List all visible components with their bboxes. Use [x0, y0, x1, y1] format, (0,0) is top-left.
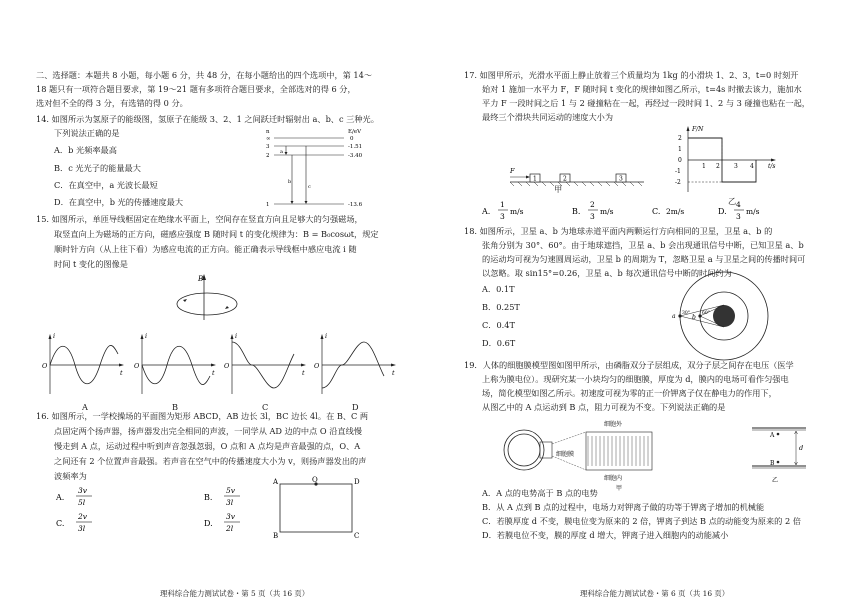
right-page-footer: 理科综合能力测试试卷・第 6 页（共 16 页） [580, 589, 730, 598]
q18-stem-2: 张角分别为 30°、60°。由于地球遮挡，卫星 a、b 会出现通讯信号中断，已知卫星 a、b [482, 240, 804, 250]
svg-text:B: B [770, 460, 775, 467]
svg-text:D: D [354, 478, 360, 486]
q19-stem-2: 上称为膜电位）。现研究某一小块均匀的细胞膜，厚度为 d，膜内的电场可看作匀强电 [482, 374, 789, 384]
svg-text:2: 2 [678, 135, 682, 142]
q14-energy-level-diagram [262, 128, 382, 210]
q15-b-label: B [198, 275, 204, 283]
svg-text:4: 4 [736, 200, 741, 209]
q19-stem-1: 19．人体的细胞膜模型图如图甲所示，由磷脂双分子层组成，双分子层之间存在电压（医学 [464, 360, 794, 370]
svg-text:m/s: m/s [600, 207, 614, 216]
svg-text:t: t [212, 369, 215, 377]
q15-label-a: A [82, 402, 88, 412]
svg-text:3v: 3v [226, 512, 236, 521]
arrow-c-label: c [308, 184, 311, 190]
q15-loop-figure [165, 272, 265, 324]
svg-text:O: O [224, 362, 230, 370]
n-label: n [266, 129, 270, 135]
svg-text:细胞内: 细胞内 [604, 475, 623, 482]
q18-option-a: A．0.1T [482, 284, 515, 294]
level-2-n: 2 [266, 153, 270, 159]
svg-text:5v: 5v [226, 486, 236, 495]
q16-stem-2: 点固定两个扬声器，扬声器发出完全相同的声波，一同学从 AD 边的中点 O 沿直线慢 [54, 426, 362, 436]
q15-graph-b [132, 330, 217, 398]
svg-text:5l: 5l [78, 498, 86, 507]
q18-option-c: C．0.4T [482, 320, 515, 330]
svg-text:1: 1 [533, 175, 537, 183]
svg-text:A: A [273, 478, 279, 486]
q17-force-graph [658, 124, 788, 196]
level-inf-n: ∞ [266, 136, 271, 142]
svg-text:d: d [799, 444, 804, 452]
svg-text:乙: 乙 [772, 477, 779, 484]
section-header-line-2: 18 题只有一项符合题目要求，第 19～21 题有多项符合题目要求，全部选对的得 6 分， [36, 84, 356, 94]
q17-option-d [718, 198, 788, 226]
svg-text:3l: 3l [78, 524, 86, 533]
right-page [430, 0, 860, 609]
svg-text:1: 1 [500, 200, 505, 209]
q19-option-c: C．若膜厚度 d 不变，膜电位变为原来的 2 倍，钾离子到达 B 点的动能变为原来的 2 倍 [482, 516, 801, 526]
q19-option-b: B．从 A 点到 B 点的过程中，电场力对钾离子做的功等于钾离子增加的机械能 [482, 502, 765, 512]
q19-stem-4: 从图乙中的 A 点运动到 B 点，阻力可视为不变。下列说法正确的是 [482, 402, 726, 412]
svg-text:B.: B. [204, 493, 213, 502]
q15-label-d: D [352, 402, 359, 412]
q18-stem-4: 以忽略。取 sin15°=0.26，卫星 a、b 每次通讯信号中断的时间约为 [482, 268, 732, 278]
svg-text:B: B [273, 532, 279, 540]
section-header-line-3: 选对但不全的得 3 分，有选错的得 0 分。 [36, 98, 188, 108]
svg-text:1: 1 [678, 146, 682, 153]
q18-stem-3: 的运动均可视为匀速圆周运动，卫星 b 的周期为 T，忽略卫星 a 与卫星之间的传播时间可 [482, 254, 806, 264]
svg-text:-2: -2 [675, 179, 681, 186]
svg-text:t/s: t/s [768, 163, 776, 170]
level-inf-e: 0 [350, 136, 354, 142]
q19-option-d: D．若膜电位不变，膜的厚度 d 增大，钾离子进入细胞内的动能减小 [482, 530, 729, 540]
svg-text:2: 2 [716, 163, 720, 170]
svg-text:C.: C. [652, 207, 661, 216]
svg-text:i: i [53, 332, 56, 340]
level-3-e: -1.51 [348, 144, 363, 150]
svg-text:i: i [325, 332, 328, 340]
q14-option-a: A．b 光频率最高 [54, 145, 117, 155]
svg-text:m/s: m/s [746, 207, 760, 216]
q19-stem-3: 场，简化模型如图乙所示。初速度可视为零的正一价钾离子仅在静电力的作用下， [482, 388, 777, 398]
svg-text:0: 0 [678, 157, 682, 164]
svg-text:-1: -1 [675, 168, 681, 175]
svg-text:A.: A. [482, 207, 491, 216]
section-header-line-1: 二、选择题：本题共 8 小题，每小题 6 分，共 48 分，在每小题给出的四个选项中，第 14～ [36, 70, 373, 80]
svg-text:t: t [302, 369, 305, 377]
q18-orbit-diagram [670, 270, 778, 362]
q18-option-d: D．0.6T [482, 338, 516, 348]
svg-text:3: 3 [736, 212, 741, 221]
q15-stem-1: 15. 如图所示，单匝导线框固定在绝缘水平面上，空间存在竖直方向且足够大的匀强磁场， [36, 214, 363, 224]
svg-text:60°: 60° [702, 311, 710, 316]
q17-fig-yi: 乙 [728, 196, 737, 206]
q15-stem-3: 顺时针方向（从上往下看）为感应电流的正方向。能正确表示导线框中感应电流 i 随 [54, 244, 357, 254]
q15-graph-a [40, 330, 125, 398]
q15-label-b: B [172, 402, 179, 412]
svg-text:4: 4 [750, 163, 754, 170]
q17-option-c [652, 198, 722, 226]
q17-blocks-figure [504, 164, 654, 194]
q18-stem-1: 18. 如图所示，卫星 a、b 为地球赤道平面内两颗运行方向相同的卫星，卫星 a、b 的 [464, 226, 773, 236]
q17-stem-3: 平力 F 一段时间之后 1 与 2 碰撞粘在一起，再经过一段时间 1、2 与 3 碰撞也粘在一起， [482, 98, 810, 108]
svg-text:t: t [120, 369, 123, 377]
e-label: E/eV [348, 129, 362, 135]
arrow-a-label: a [280, 149, 283, 155]
svg-text:3v: 3v [78, 486, 88, 495]
q14-stem-1: 14. 如图所示为氢原子的能级图，氢原子在能级 3、2、1 之间跃迁时辐射出 a、b、c 三种光。 [36, 114, 379, 124]
q15-label-c: C [262, 402, 269, 412]
svg-text:3l: 3l [226, 498, 234, 507]
svg-text:O: O [312, 476, 318, 484]
level-1-n: 1 [266, 202, 270, 208]
q15-stem-4: 时间 t 变化的图像是 [54, 259, 128, 269]
svg-text:O: O [134, 362, 140, 370]
level-1-e: -13.6 [348, 202, 363, 208]
svg-text:m/s: m/s [510, 207, 524, 216]
q15-graph-d [312, 330, 397, 398]
svg-text:i: i [235, 332, 238, 340]
svg-text:1: 1 [702, 163, 706, 170]
svg-text:细胞膜: 细胞膜 [556, 451, 575, 458]
svg-text:t: t [392, 369, 395, 377]
svg-text:C: C [354, 532, 360, 540]
q17-option-b [572, 198, 642, 226]
q17-stem-1: 17. 如图甲所示，光滑水平面上静止放着三个质量均为 1kg 的小滑块 1、2、3，t=0 时刻开 [464, 70, 799, 80]
left-page-footer: 理科综合能力测试试卷・第 5 页（共 16 页） [160, 589, 310, 598]
q16-stem-3: 慢走到 A 点，运动过程中听到声音忽强忽弱，O 点和 A 点均是声音最强的点，O、A [54, 441, 361, 451]
svg-text:甲: 甲 [616, 485, 623, 492]
svg-text:O: O [42, 362, 48, 370]
svg-text:2m/s: 2m/s [666, 207, 685, 216]
svg-text:2l: 2l [226, 524, 234, 533]
q19-membrane-figure-jia [500, 414, 700, 492]
q16-option-c [56, 510, 116, 540]
q19-option-a: A．A 点的电势高于 B 点的电势 [482, 488, 598, 498]
svg-text:i: i [145, 332, 148, 340]
svg-text:2: 2 [563, 175, 567, 183]
svg-text:a: a [672, 313, 676, 320]
svg-text:3: 3 [590, 212, 595, 221]
svg-text:2v: 2v [78, 512, 88, 521]
svg-text:b: b [692, 314, 696, 321]
q15-graph-c [222, 330, 307, 398]
q18-option-b: B．0.25T [482, 302, 520, 312]
q16-stem-1: 16. 如图所示，一学校操场的平面图为矩形 ABCD，AB 边长 3l，BC 边长 4l。在 B、C 两 [36, 411, 369, 421]
q17-stem-4: 最终三个滑块共同运动的速度大小为 [482, 112, 614, 122]
q19-membrane-figure-yi [748, 420, 818, 484]
q16-option-d [204, 510, 264, 540]
svg-text:3: 3 [619, 175, 623, 183]
q16-field-rectangle [272, 476, 362, 538]
svg-text:3: 3 [500, 212, 505, 221]
q17-stem-2: 始对 1 施加一水平力 F，F 随时间 t 变化的规律如图乙所示，t=4s 时撤去该力，施加水 [482, 84, 802, 94]
q15-stem-2: 取竖直向上为磁场的正方向，磁感应强度 B 随时间 t 的变化规律为：B = B₀cosωt，规定 [54, 229, 379, 239]
q14-stem-2: 下列说法正确的是 [54, 128, 120, 138]
svg-text:O: O [314, 362, 320, 370]
q17-fig-jia: 甲 [554, 184, 563, 194]
svg-text:F: F [510, 167, 515, 175]
arrow-b-label: b [288, 179, 292, 185]
q16-stem-5: 波频率为 [54, 471, 87, 481]
svg-text:D.: D. [718, 207, 727, 216]
q14-option-d: D．在真空中，b 光的传播速度最大 [54, 197, 184, 207]
svg-text:3: 3 [734, 163, 738, 170]
q14-option-c: C．在真空中，a 光波长最短 [54, 180, 158, 190]
svg-text:2: 2 [590, 200, 595, 209]
level-2-e: -3.40 [348, 153, 363, 159]
svg-text:A: A [770, 432, 775, 439]
svg-text:细胞外: 细胞外 [604, 421, 623, 428]
svg-text:F/N: F/N [692, 126, 704, 133]
q17-option-a [482, 198, 552, 226]
svg-text:B.: B. [572, 207, 581, 216]
q14-option-b: B．c 光光子的能量最大 [54, 163, 141, 173]
svg-text:A.: A. [56, 493, 65, 502]
level-3-n: 3 [266, 144, 270, 150]
svg-text:30°: 30° [682, 311, 690, 316]
svg-text:C.: C. [56, 519, 65, 528]
q16-stem-4: 之间还有 2 个位置声音最强。若声音在空气中的传播速度大小为 v，则扬声器发出的声 [54, 456, 367, 466]
svg-text:D.: D. [204, 519, 213, 528]
